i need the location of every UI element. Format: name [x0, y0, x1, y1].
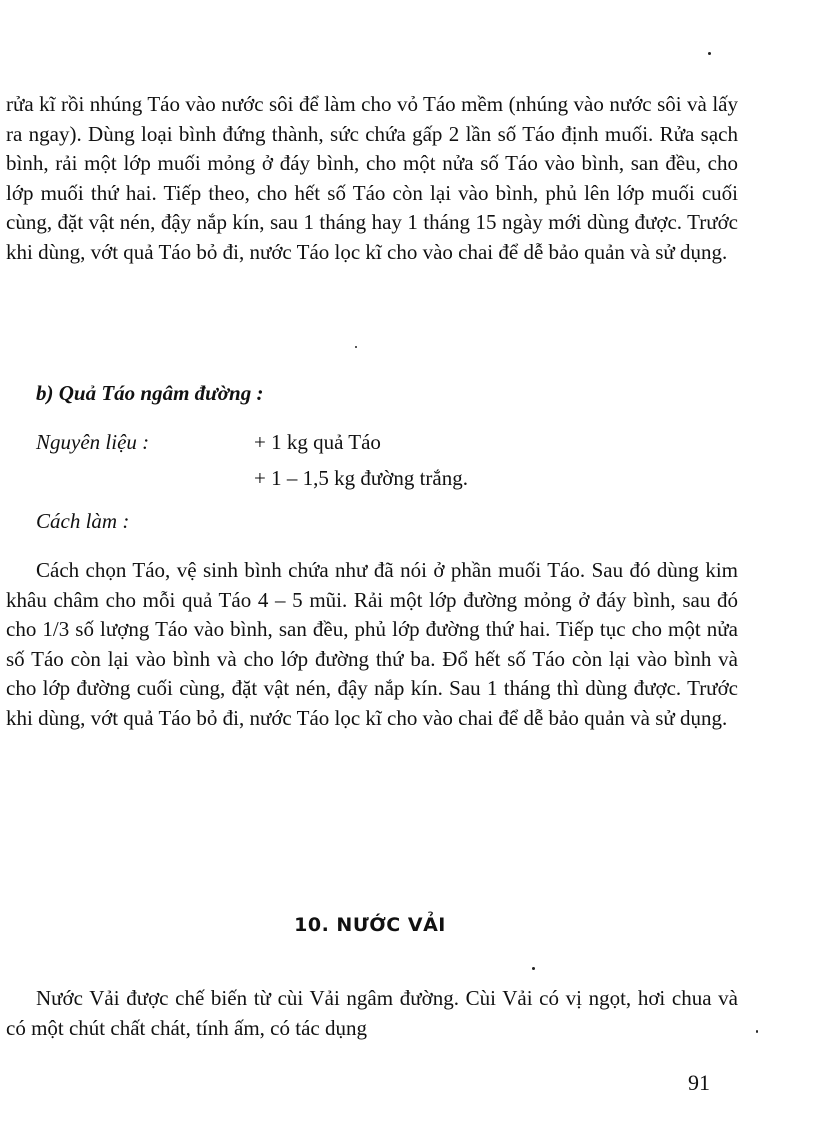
scan-speck: [355, 346, 357, 348]
ingredients-label: Nguyên liệu :: [36, 430, 150, 454]
paragraph-salted-apple-continuation: rửa kĩ rồi nhúng Táo vào nước sôi để làm cho vỏ Táo mềm (nhúng vào nước sôi và lấy ra ngay). Dùng loại bình đứng thành, sức chứa gấp 2 lần số Táo định muối. Rửa sạch bình, rải một lớp muối mỏng ở đáy bình, cho một nửa số Táo vào bình, san đều, cho lớp muối thứ hai. Tiếp theo, cho hết số Táo còn lại vào bình, phủ lên lớp muối cuối cùng, đặt vật nén, đậy nắp kín, sau 1 tháng hay 1 tháng 15 ngày mới dùng được. Trước khi dùng, vớt quả Táo bỏ đi, nước Táo lọc kĩ cho vào chai để dễ bảo quản và sử dụng.: [6, 92, 738, 264]
subsection-heading: b) Quả Táo ngâm đường :: [36, 381, 264, 405]
page-number: 91: [688, 1070, 710, 1095]
ingredient-item: + 1 kg quả Táo: [254, 430, 381, 454]
ingredient-item: + 1 – 1,5 kg đường trắng.: [254, 466, 468, 490]
scan-speck: [756, 1030, 758, 1033]
scan-speck: [532, 967, 535, 970]
section-intro-paragraph: Nước Vải được chế biến từ cùi Vải ngâm đường. Cùi Vải có vị ngọt, hơi chua và có một chút chất chát, tính ấm, có tác dụng: [6, 986, 738, 1040]
method-label: Cách làm :: [36, 509, 130, 533]
method-paragraph: Cách chọn Táo, vệ sinh bình chứa như đã nói ở phần muối Táo. Sau đó dùng kim khâu châm cho mỗi quả Táo 4 – 5 mũi. Rải một lớp đường mỏng ở đáy bình, sau đó cho 1/3 số lượng Táo vào bình, san đều, phủ lớp đường thứ hai. Tiếp tục cho một nửa số Táo còn lại vào bình và cho lớp đường thứ ba. Đổ hết số Táo còn lại vào bình và cho lớp đường cuối cùng, đặt vật nén, đậy nắp kín. Sau 1 tháng thì dùng được. Trước khi dùng, vớt quả Táo bỏ đi, nước Táo lọc kĩ cho vào chai để dễ bảo quản và sử dụng.: [6, 558, 738, 730]
scan-speck: [708, 52, 711, 55]
section-title: 10. NƯỚC VẢI: [294, 914, 446, 936]
